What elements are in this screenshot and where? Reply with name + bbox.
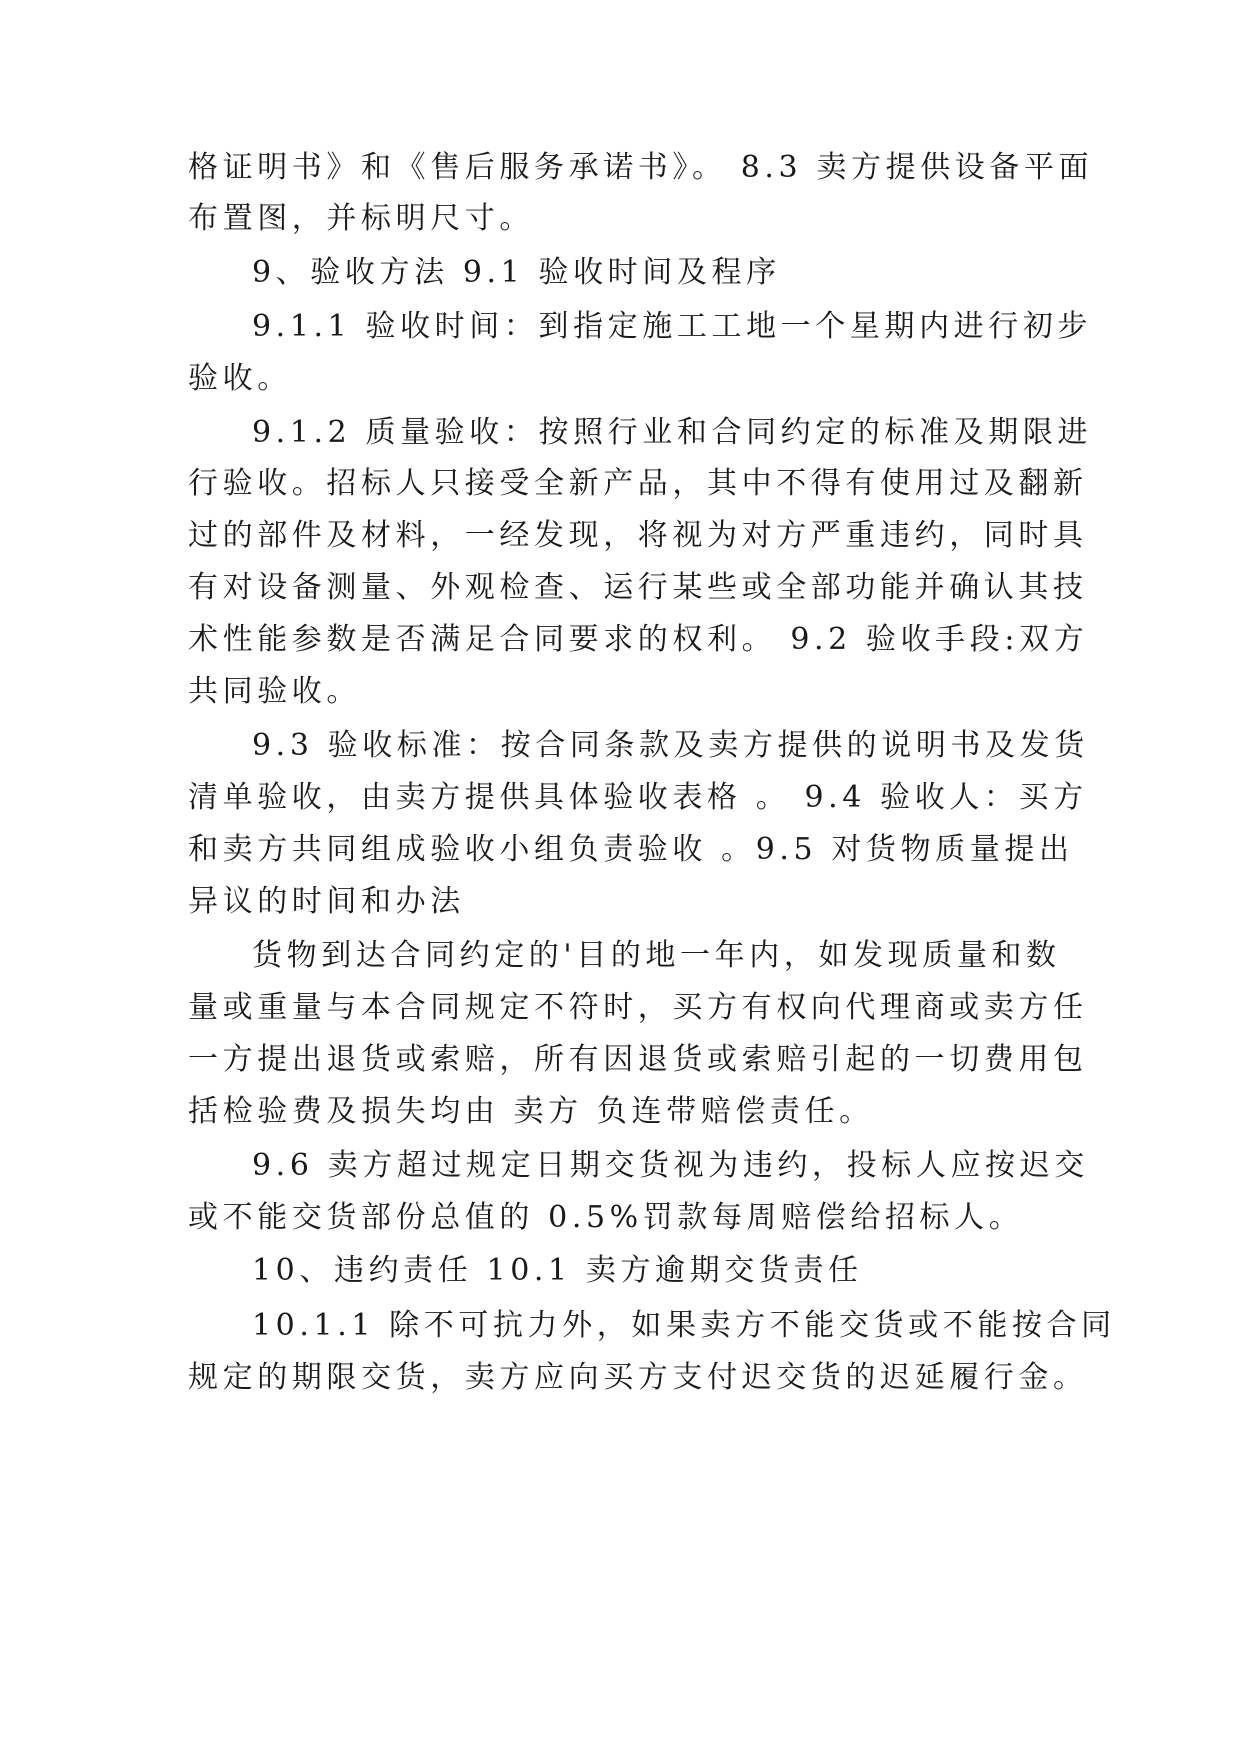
text-line: 行验收。招标人只接受全新产品，其中不得有使用过及翻新 [188, 466, 1088, 501]
text-line: 或不能交货部份总值的 0.5%罚款每周赔偿给招标人。 [188, 1200, 1024, 1235]
text-line: 术性能参数是否满足合同要求的权利。 9.2 验收手段:双方 [188, 622, 1089, 657]
text-line: 9、验收方法 9.1 验收时间及程序 [252, 255, 781, 290]
text-line: 10.1.1 除不可抗力外，如果卖方不能交货或不能按合同 [252, 1308, 1116, 1343]
text-line: 货物到达合同约定的'目的地一年内，如发现质量和数 [252, 938, 1061, 973]
text-line: 括检验费及损失均由 卖方 负连带赔偿责任。 [188, 1094, 874, 1129]
text-line: 9.1.2 质量验收：按照行业和合同约定的标准及期限进 [252, 415, 1093, 450]
text-line: 9.6 卖方超过规定日期交货视为违约，投标人应按迟交 [252, 1148, 1089, 1183]
text-line: 和卖方共同组成验收小组负责验收 。9.5 对货物质量提出 [188, 832, 1074, 867]
text-line: 10、违约责任 10.1 卖方逾期交货责任 [252, 1253, 863, 1288]
text-line: 规定的期限交货，卖方应向买方支付迟交货的迟延履行金。 [188, 1360, 1088, 1395]
text-line: 一方提出退货或索赔，所有因退货或索赔引起的一切费用包 [188, 1042, 1088, 1077]
text-line: 布置图，并标明尺寸。 [188, 201, 534, 236]
text-line: 有对设备测量、外观检查、运行某些或全部功能并确认其技 [188, 570, 1088, 605]
text-line: 格证明书》和《售后服务承诺书》。 8.3 卖方提供设备平面 [188, 150, 1094, 185]
text-line: 过的部件及材料，一经发现，将视为对方严重违约，同时具 [188, 518, 1088, 553]
text-line: 共同验收。 [188, 674, 361, 709]
text-line: 清单验收，由卖方提供具体验收表格 。 9.4 验收人：买方 [188, 780, 1088, 815]
text-line: 9.1.1 验收时间：到指定施工工地一个星期内进行初步 [252, 309, 1093, 344]
text-line: 验收。 [188, 361, 292, 396]
text-line: 9.3 验收标准：按合同条款及卖方提供的说明书及发货 [252, 728, 1089, 763]
text-line: 异议的时间和办法 [188, 884, 465, 919]
text-line: 量或重量与本合同规定不符时，买方有权向代理商或卖方任 [188, 990, 1088, 1025]
